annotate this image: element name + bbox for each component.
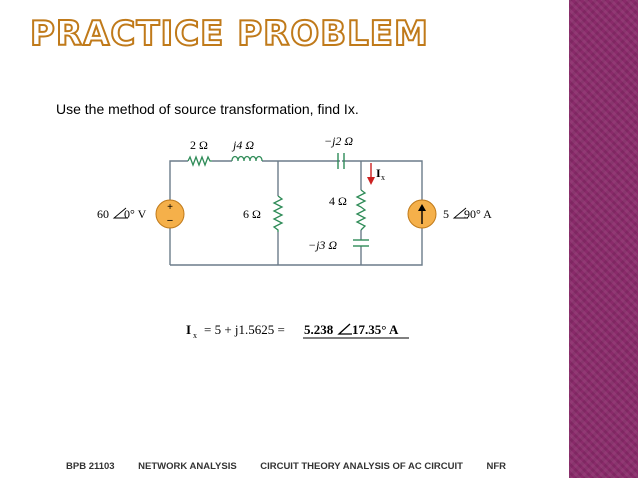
footer-author: NFR [486, 461, 506, 472]
label-v-source-angle: 0° V [124, 207, 147, 221]
label-v-source-mag: 60 [97, 207, 109, 221]
footer [66, 461, 506, 472]
svg-text:−: − [166, 215, 174, 227]
answer-lhs-sub: x [193, 331, 197, 340]
label-r-right: 4 Ω [329, 194, 347, 208]
label-r1: 2 Ω [190, 138, 208, 152]
label-i-source-angle: 90° A [464, 207, 492, 221]
label-c-top: −j2 Ω [324, 134, 354, 148]
answer-result-mag: 5.238 [304, 322, 334, 337]
footer-topic: CIRCUIT THEORY ANALYSIS OF AC CIRCUIT [260, 461, 463, 472]
answer-angle-symbol [339, 324, 352, 334]
footer-code: BPB 21103 [66, 461, 115, 472]
slide-title: PRACTICE PROBLEM [30, 14, 429, 54]
label-r-mid: 6 Ω [243, 207, 261, 221]
svg-text:+: + [167, 202, 173, 213]
current-arrow-ix [367, 163, 375, 185]
label-l1: j4 Ω [233, 138, 255, 152]
resistor-6ohm [274, 196, 282, 232]
answer-expression: = 5 + j1.5625 = [204, 322, 289, 337]
inductor-j4 [232, 157, 262, 162]
label-current: I [376, 166, 381, 180]
label-i-source-mag: 5 [443, 207, 449, 221]
voltage-source [156, 200, 184, 228]
resistor-4ohm [357, 190, 365, 230]
footer-course: NETWORK ANALYSIS [138, 461, 237, 472]
answer-result-angle: 17.35° A [352, 322, 399, 337]
label-current-sub: x [381, 173, 385, 182]
resistor-2ohm [188, 157, 212, 165]
capacitor-bottom [353, 240, 369, 246]
answer-lhs: I [186, 322, 192, 337]
instruction-text: Use the method of source transformation, find Ix. [56, 101, 359, 117]
label-c-bottom: −j3 Ω [308, 238, 338, 252]
decorative-sidebar [569, 0, 638, 478]
current-source [408, 200, 436, 228]
